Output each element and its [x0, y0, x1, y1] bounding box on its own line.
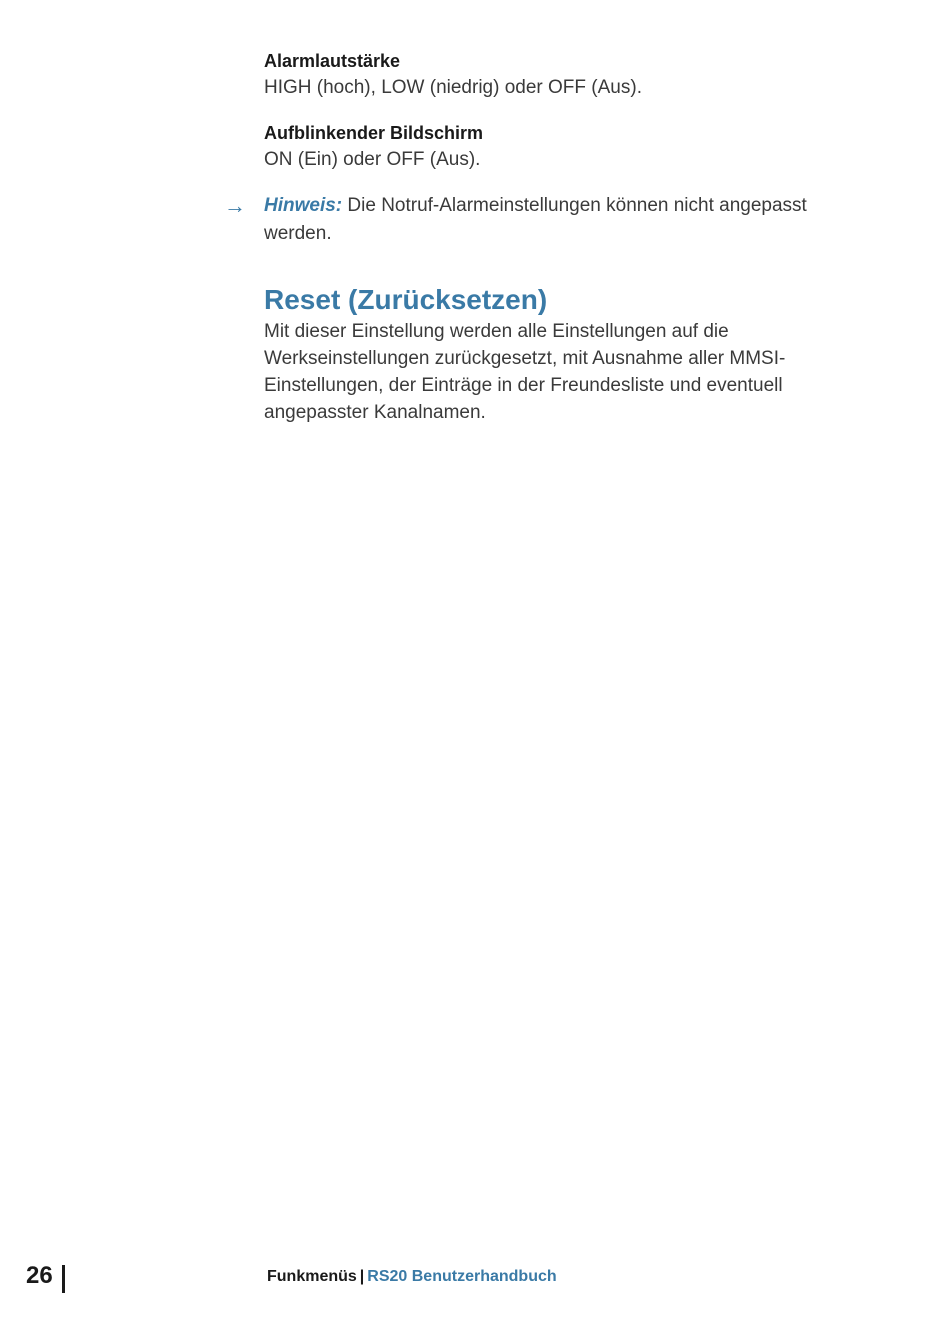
- footer-running-title: [267, 1268, 557, 1286]
- footer-chapter: Funkmenüs: [267, 1268, 357, 1285]
- section-title: Reset (Zurücksetzen): [264, 284, 548, 315]
- page-content: [224, 48, 864, 426]
- footer-separator: |: [359, 1268, 365, 1285]
- page-number-divider: [62, 1265, 65, 1293]
- arrow-right-icon: →: [224, 193, 246, 218]
- setting-title: Aufblinkender Bildschirm: [264, 123, 484, 143]
- footer-manual-title: RS20 Benutzerhandbuch: [367, 1268, 557, 1285]
- note-label: Hinweis:: [264, 195, 343, 216]
- note-block: [224, 192, 864, 248]
- setting-flashing-screen: [264, 120, 864, 174]
- note-text: Die Notruf-Alarmeinstellungen können nicht angepasst werden.: [264, 195, 807, 244]
- setting-value: HIGH (hoch), LOW (niedrig) oder OFF (Aus).: [264, 77, 642, 98]
- setting-title: Alarmlautstärke: [264, 51, 401, 71]
- section-body: Mit dieser Einstellung werden alle Einstellungen auf die Werkseinstellungen zurückgesetzt, mit Ausnahme aller MMSI-Einstellungen, der Einträge in der Freundesliste und eventuell angepasster Kanalnamen.: [264, 321, 786, 423]
- setting-alarm-volume: [264, 48, 864, 102]
- page-number: 26: [26, 1262, 53, 1289]
- setting-value: ON (Ein) oder OFF (Aus).: [264, 149, 481, 170]
